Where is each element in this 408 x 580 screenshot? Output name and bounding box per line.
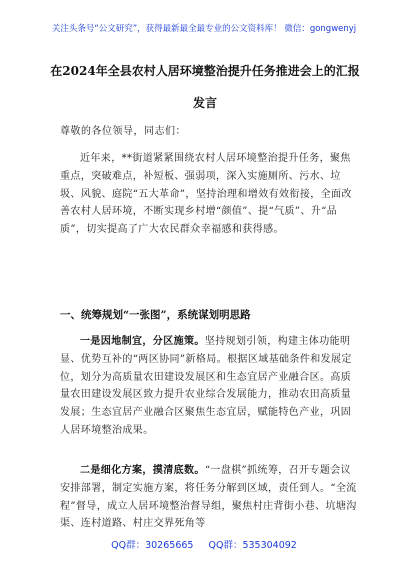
section-heading: 一、统筹规划“一张图”，系统谋划明思路 [60, 309, 251, 321]
document-title-line1: 在2024年全县农村人居环境整治提升任务推进会上的汇报 [50, 64, 360, 78]
paragraph-plan [60, 462, 360, 533]
paragraph-body: “一盘棋”抓统筹，召开专题会议安排部署，制定实施方案，将任务分解到区域，责任到人。“全流程”督导，成立人居环境整治督导组，聚焦村庄背街小巷、坑塘沟渠、连村道路、村庄交界死角等 [60, 465, 357, 530]
qq-group-2: QQ群：535304092 [208, 540, 297, 551]
paragraph-lead: 一是因地制宜，分区施策。 [80, 336, 205, 347]
paragraph-zoning [60, 333, 360, 440]
greeting: 尊敬的各位领导，同志们： [60, 126, 186, 137]
paragraph-lead: 二是细化方案，摸清底数。 [80, 465, 205, 476]
intro-paragraph: 近年来，**街道紧紧围绕农村人居环境整治提升任务，聚焦重点，突破难点，补短板、强弱项，深入实施厕所、污水、垃圾、风貌、庭院“五大革命”，坚持治理和增效有效衔接，全面改善农村人居环境，不断实现乡村增“颜值”、提“气质”、升“品质”，切实提高了广大农民群众幸福感和获得感。 [60, 153, 352, 236]
qq-group-1: QQ群：30265665 [111, 540, 194, 551]
promo-banner: 关注头条号“公文研究”，获得最新最全最专业的公文资料库！ 微信：gongwenyj [51, 24, 357, 34]
footer-contacts [0, 537, 408, 551]
document-title-line2: 发言 [192, 96, 217, 110]
paragraph-body: 坚持规划引领，构建主体功能明显、优势互补的“两区协同”新格局。根据区域基础条件和发展定位，划分为高质量农田建设发展区和生态宜居产业融合区。高质量农田建设发展区致力提升农业综合发展能力，推动农田高质量发展；生态宜居产业融合区聚焦生态宜居，赋能特色产业，巩固人居环境整治成果。 [60, 336, 352, 436]
